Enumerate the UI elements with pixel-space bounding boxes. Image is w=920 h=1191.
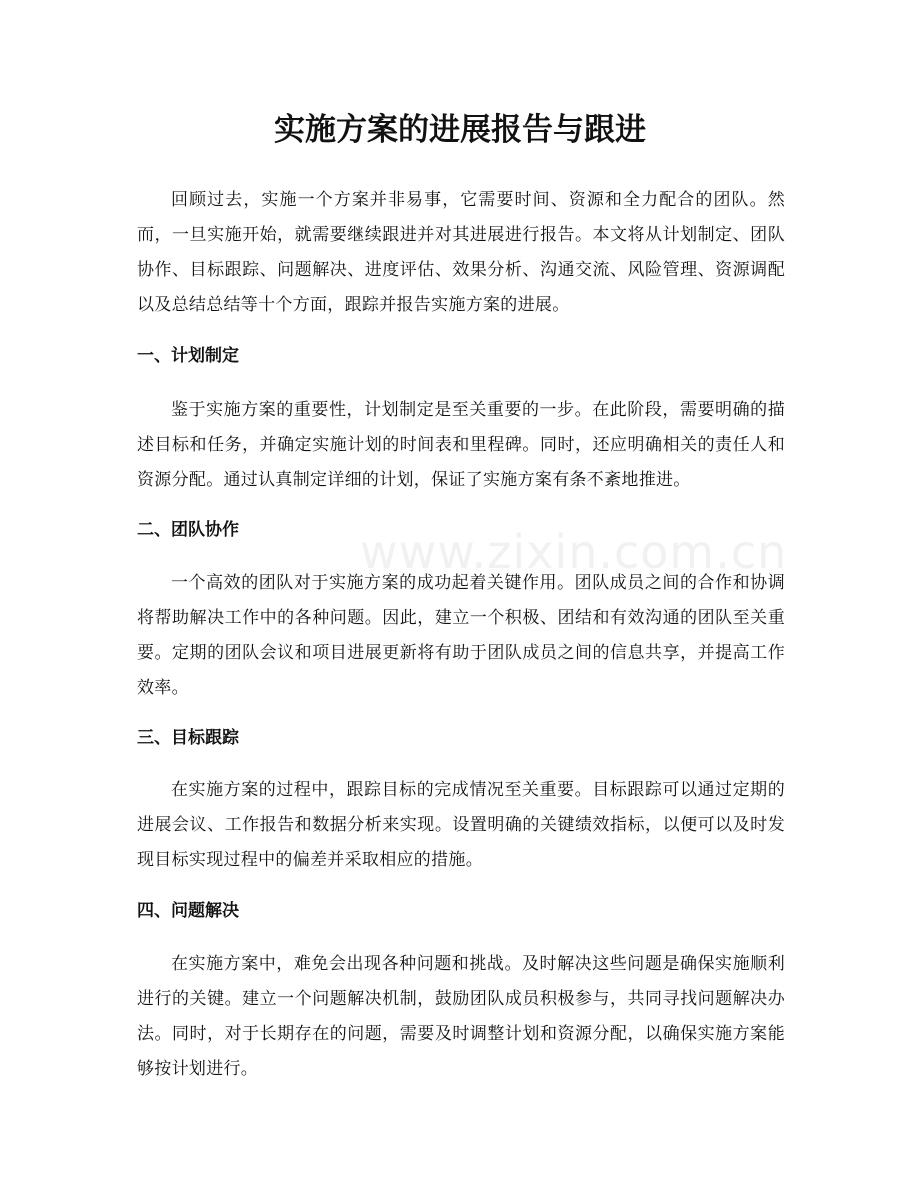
watermark: www.zixin.com.cn: [360, 525, 788, 579]
section-heading-goal: 三、目标跟踪: [137, 728, 239, 748]
section-heading-plan: 一、计划制定: [137, 346, 239, 366]
section-body-plan: 鉴于实施方案的重要性，计划制定是至关重要的一步。在此阶段，需要明确的描述目标和任务，并确定实施计划的时间表和里程碑。同时，还应明确相关的责任人和资源分配。通过认真制定详细的计划，保证了实施方案有条不紊地推进。: [137, 400, 785, 490]
section-heading-team: 二、团队协作: [137, 520, 239, 540]
document-title: 实施方案的进展报告与跟进: [274, 112, 646, 148]
intro-paragraph: 回顾过去，实施一个方案并非易事，它需要时间、资源和全力配合的团队。然而，一旦实施开始，就需要继续跟进并对其进展进行报告。本文将从计划制定、团队协作、目标跟踪、问题解决、进度评估、效果分析、沟通交流、风险管理、资源调配以及总结总结等十个方面，跟踪并报告实施方案的进展。: [137, 190, 785, 315]
section-body-problem: 在实施方案中，难免会出现各种问题和挑战。及时解决这些问题是确保实施顺利进行的关键。建立一个问题解决机制，鼓励团队成员积极参与，共同寻找问题解决办法。同时，对于长期存在的问题，需要及时调整计划和资源分配，以确保实施方案能够按计划进行。: [137, 954, 785, 1079]
section-body-team: 一个高效的团队对于实施方案的成功起着关键作用。团队成员之间的合作和协调将帮助解决工作中的各种问题。因此，建立一个积极、团结和有效沟通的团队至关重要。定期的团队会议和项目进展更新将有助于团队成员之间的信息共享，并提高工作效率。: [137, 573, 785, 698]
section-body-goal: 在实施方案的过程中，跟踪目标的完成情况至关重要。目标跟踪可以通过定期的进展会议、工作报告和数据分析来实现。设置明确的关键绩效指标，以便可以及时发现目标实现过程中的偏差并采取相应的措施。: [137, 780, 785, 870]
section-heading-problem: 四、问题解决: [137, 901, 239, 921]
